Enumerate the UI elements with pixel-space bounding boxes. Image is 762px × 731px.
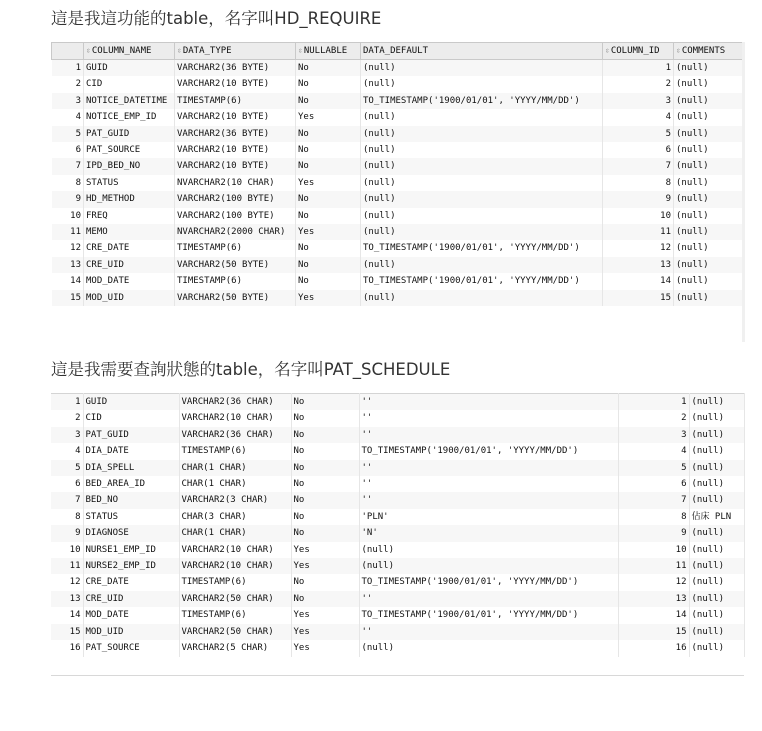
nullable-cell: Yes: [296, 175, 361, 191]
data-default-cell: 'PLN': [359, 509, 618, 525]
data-default-cell: (null): [359, 542, 618, 558]
column-name-cell: NURSE2_EMP_ID: [83, 558, 179, 574]
data-default-cell: 'N': [359, 525, 618, 541]
data-default-cell: (null): [361, 208, 603, 224]
data-type-cell: VARCHAR2(50 BYTE): [175, 290, 296, 306]
row-number-cell: 11: [51, 558, 83, 574]
nullable-cell: Yes: [296, 290, 361, 306]
column-id-cell: 2: [603, 76, 674, 92]
data-type-cell: VARCHAR2(50 CHAR): [179, 591, 291, 607]
nullable-cell: No: [296, 93, 361, 109]
row-number-cell: 3: [52, 93, 84, 109]
header-data-default[interactable]: DATA_DEFAULT: [361, 43, 603, 60]
table-row[interactable]: [51, 394, 744, 411]
column-id-cell: 2: [618, 410, 689, 426]
data-type-cell: VARCHAR2(100 BYTE): [175, 208, 296, 224]
column-name-cell: NURSE1_EMP_ID: [83, 542, 179, 558]
column-id-cell: 15: [603, 290, 674, 306]
nullable-cell: Yes: [291, 558, 359, 574]
row-number-cell: 15: [52, 290, 84, 306]
table-row[interactable]: [52, 191, 743, 207]
table-scrollbar[interactable]: [742, 42, 745, 342]
row-number-cell: 14: [52, 273, 84, 289]
nullable-cell: No: [296, 191, 361, 207]
column-id-cell: 9: [603, 191, 674, 207]
row-number-cell: 7: [52, 158, 84, 174]
data-default-cell: TO_TIMESTAMP('1900/01/01', 'YYYY/MM/DD'): [361, 93, 603, 109]
column-id-cell: 8: [618, 509, 689, 525]
header-row: [52, 43, 743, 60]
data-type-cell: CHAR(1 CHAR): [179, 476, 291, 492]
table-row[interactable]: [52, 290, 743, 306]
comments-cell: (null): [674, 273, 743, 289]
comments-cell: (null): [674, 240, 743, 256]
data-default-cell: '': [359, 476, 618, 492]
nullable-cell: No: [296, 142, 361, 158]
column-id-cell: 5: [618, 460, 689, 476]
data-default-cell: (null): [361, 224, 603, 240]
table-row[interactable]: [51, 492, 744, 508]
column-id-cell: 12: [603, 240, 674, 256]
data-type-cell: TIMESTAMP(6): [175, 93, 296, 109]
row-number-cell: 8: [52, 175, 84, 191]
table-row[interactable]: [52, 76, 743, 92]
nullable-cell: No: [291, 476, 359, 492]
comments-cell: (null): [689, 624, 744, 640]
row-number-cell: 1: [52, 60, 84, 77]
column-name-cell: CID: [84, 76, 175, 92]
column-id-cell: 14: [603, 273, 674, 289]
table-row[interactable]: [52, 158, 743, 174]
column-name-cell: PAT_SOURCE: [84, 142, 175, 158]
data-type-cell: VARCHAR2(10 BYTE): [175, 158, 296, 174]
row-number-cell: 13: [51, 591, 83, 607]
column-name-cell: MOD_UID: [83, 624, 179, 640]
comments-cell: (null): [689, 640, 744, 656]
comments-cell: (null): [674, 191, 743, 207]
column-name-cell: PAT_GUID: [84, 126, 175, 142]
data-type-cell: VARCHAR2(36 CHAR): [179, 427, 291, 443]
column-id-cell: 4: [618, 443, 689, 459]
nullable-cell: No: [296, 126, 361, 142]
nullable-cell: Yes: [291, 607, 359, 623]
column-name-cell: HD_METHOD: [84, 191, 175, 207]
column-id-cell: 8: [603, 175, 674, 191]
row-number-cell: 14: [51, 607, 83, 623]
comments-cell: (null): [689, 558, 744, 574]
data-default-cell: (null): [361, 109, 603, 125]
column-id-cell: 7: [603, 158, 674, 174]
sort-icon: ⇳: [676, 46, 681, 55]
column-id-cell: 3: [618, 427, 689, 443]
data-default-cell: '': [359, 624, 618, 640]
data-type-cell: TIMESTAMP(6): [179, 443, 291, 459]
nullable-cell: No: [296, 76, 361, 92]
row-number-cell: 8: [51, 509, 83, 525]
table-row[interactable]: [51, 509, 744, 525]
data-default-cell: '': [359, 427, 618, 443]
row-number-cell: 2: [51, 410, 83, 426]
column-name-cell: STATUS: [83, 509, 179, 525]
column-id-cell: 9: [618, 525, 689, 541]
data-default-cell: (null): [359, 640, 618, 656]
data-default-cell: '': [359, 591, 618, 607]
row-number-cell: 2: [52, 76, 84, 92]
column-id-cell: 14: [618, 607, 689, 623]
table-row[interactable]: [51, 574, 744, 590]
data-default-cell: TO_TIMESTAMP('1900/01/01', 'YYYY/MM/DD'): [359, 574, 618, 590]
data-default-cell: (null): [361, 60, 603, 77]
table-row[interactable]: [51, 427, 744, 443]
row-number-cell: 9: [52, 191, 84, 207]
comments-cell: (null): [689, 525, 744, 541]
table-row[interactable]: [52, 240, 743, 256]
column-name-cell: CRE_UID: [84, 257, 175, 273]
column-name-cell: MOD_DATE: [83, 607, 179, 623]
row-number-cell: 9: [51, 525, 83, 541]
row-number-cell: 1: [51, 394, 83, 411]
table-bottom-divider: [51, 675, 744, 676]
column-name-cell: GUID: [83, 394, 179, 411]
table-row[interactable]: [51, 476, 744, 492]
table-row[interactable]: [51, 443, 744, 459]
data-default-cell: (null): [359, 558, 618, 574]
data-default-cell: (null): [361, 191, 603, 207]
table-row[interactable]: [51, 624, 744, 640]
nullable-cell: No: [296, 208, 361, 224]
column-id-cell: 11: [603, 224, 674, 240]
table-row[interactable]: [51, 591, 744, 607]
column-id-cell: 4: [603, 109, 674, 125]
table-row[interactable]: [51, 558, 744, 574]
row-number-cell: 4: [52, 109, 84, 125]
data-type-cell: VARCHAR2(50 BYTE): [175, 257, 296, 273]
table-row[interactable]: [52, 273, 743, 289]
column-name-cell: CRE_DATE: [84, 240, 175, 256]
data-default-cell: '': [359, 394, 618, 411]
column-id-cell: 5: [603, 126, 674, 142]
data-type-cell: CHAR(1 CHAR): [179, 460, 291, 476]
column-id-cell: 12: [618, 574, 689, 590]
data-type-cell: VARCHAR2(100 BYTE): [175, 191, 296, 207]
header-comments[interactable]: ⇳COMMENTS: [674, 43, 743, 60]
data-type-cell: VARCHAR2(10 BYTE): [175, 142, 296, 158]
table-row[interactable]: [51, 640, 744, 656]
sort-icon: ⇳: [177, 46, 182, 55]
hd-require-columns-table: [51, 42, 743, 306]
row-number-cell: 11: [52, 224, 84, 240]
comments-cell: (null): [674, 290, 743, 306]
row-number-cell: 10: [52, 208, 84, 224]
table-row[interactable]: [52, 60, 743, 77]
table-row[interactable]: [51, 607, 744, 623]
row-number-cell: 5: [52, 126, 84, 142]
row-number-cell: 5: [51, 460, 83, 476]
column-id-cell: 1: [618, 394, 689, 411]
column-id-cell: 6: [618, 476, 689, 492]
comments-cell: (null): [674, 208, 743, 224]
comments-cell: (null): [689, 591, 744, 607]
table-row[interactable]: [52, 109, 743, 125]
data-type-cell: CHAR(1 CHAR): [179, 525, 291, 541]
data-default-cell: TO_TIMESTAMP('1900/01/01', 'YYYY/MM/DD'): [359, 443, 618, 459]
column-name-cell: CID: [83, 410, 179, 426]
heading-pat-schedule: 這是我需要查詢狀態的table，名字叫PAT_SCHEDULE: [51, 360, 451, 379]
column-name-cell: CRE_UID: [83, 591, 179, 607]
table-row[interactable]: [52, 208, 743, 224]
column-id-cell: 13: [603, 257, 674, 273]
sort-icon: ⇳: [86, 46, 91, 55]
column-name-cell: DIA_SPELL: [83, 460, 179, 476]
nullable-cell: Yes: [291, 542, 359, 558]
nullable-cell: No: [291, 394, 359, 411]
column-name-cell: DIAGNOSE: [83, 525, 179, 541]
column-name-cell: NOTICE_EMP_ID: [84, 109, 175, 125]
data-default-cell: TO_TIMESTAMP('1900/01/01', 'YYYY/MM/DD'): [361, 240, 603, 256]
column-name-cell: MOD_UID: [84, 290, 175, 306]
data-type-cell: NVARCHAR2(2000 CHAR): [175, 224, 296, 240]
data-type-cell: NVARCHAR2(10 CHAR): [175, 175, 296, 191]
column-id-cell: 13: [618, 591, 689, 607]
comments-cell: (null): [689, 460, 744, 476]
column-id-cell: 11: [618, 558, 689, 574]
comments-cell: (null): [674, 109, 743, 125]
data-type-cell: VARCHAR2(3 CHAR): [179, 492, 291, 508]
nullable-cell: No: [296, 60, 361, 77]
column-name-cell: CRE_DATE: [83, 574, 179, 590]
comments-cell: (null): [674, 142, 743, 158]
hd-require-rows: [52, 60, 743, 307]
comments-cell: (null): [674, 257, 743, 273]
header-column-id[interactable]: ⇳COLUMN_ID: [603, 43, 674, 60]
row-number-cell: 15: [51, 624, 83, 640]
row-number-cell: 4: [51, 443, 83, 459]
column-id-cell: 6: [603, 142, 674, 158]
data-type-cell: VARCHAR2(36 BYTE): [175, 60, 296, 77]
column-name-cell: IPD_BED_NO: [84, 158, 175, 174]
comments-cell: (null): [674, 60, 743, 77]
row-number-cell: 12: [51, 574, 83, 590]
data-type-cell: TIMESTAMP(6): [175, 240, 296, 256]
comments-cell: (null): [689, 443, 744, 459]
nullable-cell: No: [291, 591, 359, 607]
data-type-cell: VARCHAR2(10 BYTE): [175, 109, 296, 125]
comments-cell: (null): [674, 158, 743, 174]
data-default-cell: (null): [361, 158, 603, 174]
column-id-cell: 3: [603, 93, 674, 109]
comments-cell: (null): [689, 542, 744, 558]
column-id-cell: 15: [618, 624, 689, 640]
column-id-cell: 1: [603, 60, 674, 77]
comments-cell: (null): [674, 76, 743, 92]
nullable-cell: No: [291, 410, 359, 426]
row-number-cell: 12: [52, 240, 84, 256]
comments-cell: (null): [689, 476, 744, 492]
data-default-cell: (null): [361, 126, 603, 142]
data-default-cell: TO_TIMESTAMP('1900/01/01', 'YYYY/MM/DD'): [359, 607, 618, 623]
header-nullable[interactable]: ⇳NULLABLE: [296, 43, 361, 60]
data-default-cell: (null): [361, 290, 603, 306]
column-id-cell: 16: [618, 640, 689, 656]
data-type-cell: TIMESTAMP(6): [179, 574, 291, 590]
data-type-cell: TIMESTAMP(6): [179, 607, 291, 623]
nullable-cell: No: [291, 460, 359, 476]
column-name-cell: FREQ: [84, 208, 175, 224]
table-row[interactable]: [52, 142, 743, 158]
row-number-cell: 7: [51, 492, 83, 508]
column-name-cell: PAT_SOURCE: [83, 640, 179, 656]
column-name-cell: PAT_GUID: [83, 427, 179, 443]
header-column-name[interactable]: ⇳COLUMN_NAME: [84, 43, 175, 60]
comments-cell: (null): [689, 492, 744, 508]
nullable-cell: Yes: [291, 624, 359, 640]
nullable-cell: Yes: [296, 109, 361, 125]
column-id-cell: 7: [618, 492, 689, 508]
data-default-cell: TO_TIMESTAMP('1900/01/01', 'YYYY/MM/DD'): [361, 273, 603, 289]
comments-cell: (null): [674, 224, 743, 240]
pat-schedule-rows: [51, 394, 744, 657]
column-id-cell: 10: [618, 542, 689, 558]
table-row[interactable]: [51, 410, 744, 426]
data-type-cell: VARCHAR2(36 CHAR): [179, 394, 291, 411]
data-default-cell: (null): [361, 76, 603, 92]
data-type-cell: VARCHAR2(10 BYTE): [175, 76, 296, 92]
data-type-cell: VARCHAR2(5 CHAR): [179, 640, 291, 656]
column-name-cell: BED_AREA_ID: [83, 476, 179, 492]
nullable-cell: No: [296, 257, 361, 273]
comments-cell: (null): [674, 175, 743, 191]
comments-cell: (null): [674, 126, 743, 142]
sort-icon: ⇳: [605, 46, 610, 55]
nullable-cell: No: [291, 427, 359, 443]
table-row[interactable]: [52, 224, 743, 240]
table-row[interactable]: [51, 525, 744, 541]
data-default-cell: (null): [361, 175, 603, 191]
column-id-cell: 10: [603, 208, 674, 224]
data-default-cell: '': [359, 492, 618, 508]
table-row[interactable]: [52, 175, 743, 191]
data-type-cell: TIMESTAMP(6): [175, 273, 296, 289]
row-number-cell: 13: [52, 257, 84, 273]
data-type-cell: CHAR(3 CHAR): [179, 509, 291, 525]
row-number-cell: 16: [51, 640, 83, 656]
nullable-cell: Yes: [296, 224, 361, 240]
comments-cell: (null): [689, 607, 744, 623]
data-type-cell: VARCHAR2(10 CHAR): [179, 410, 291, 426]
data-type-cell: VARCHAR2(10 CHAR): [179, 558, 291, 574]
heading-hd-require: 這是我這功能的table，名字叫HD_REQUIRE: [51, 9, 382, 28]
table-row[interactable]: [52, 126, 743, 142]
comments-cell: (null): [689, 410, 744, 426]
row-number-cell: 6: [52, 142, 84, 158]
comments-cell: (null): [689, 394, 744, 411]
row-number-cell: 10: [51, 542, 83, 558]
nullable-cell: No: [291, 492, 359, 508]
comments-cell: (null): [689, 574, 744, 590]
nullable-cell: No: [291, 574, 359, 590]
data-default-cell: (null): [361, 142, 603, 158]
data-type-cell: VARCHAR2(10 CHAR): [179, 542, 291, 558]
nullable-cell: No: [291, 509, 359, 525]
comments-cell: (null): [674, 93, 743, 109]
column-name-cell: MOD_DATE: [84, 273, 175, 289]
table-row[interactable]: [52, 93, 743, 109]
data-type-cell: VARCHAR2(36 BYTE): [175, 126, 296, 142]
column-name-cell: STATUS: [84, 175, 175, 191]
column-name-cell: NOTICE_DATETIME: [84, 93, 175, 109]
nullable-cell: No: [296, 240, 361, 256]
data-default-cell: '': [359, 460, 618, 476]
column-name-cell: BED_NO: [83, 492, 179, 508]
table-row[interactable]: [52, 257, 743, 273]
table-row[interactable]: [51, 542, 744, 558]
nullable-cell: No: [291, 443, 359, 459]
data-type-cell: VARCHAR2(50 CHAR): [179, 624, 291, 640]
header-rownum: [52, 43, 84, 60]
nullable-cell: Yes: [291, 640, 359, 656]
table-row[interactable]: [51, 460, 744, 476]
comments-cell: (null): [689, 427, 744, 443]
pat-schedule-columns-table: [51, 393, 745, 657]
data-default-cell: (null): [361, 257, 603, 273]
data-default-cell: '': [359, 410, 618, 426]
row-number-cell: 6: [51, 476, 83, 492]
nullable-cell: No: [296, 158, 361, 174]
comments-cell: 佔床 PLN: [689, 509, 744, 525]
header-data-type[interactable]: ⇳DATA_TYPE: [175, 43, 296, 60]
sort-icon: ⇳: [298, 46, 303, 55]
column-name-cell: DIA_DATE: [83, 443, 179, 459]
nullable-cell: No: [296, 273, 361, 289]
nullable-cell: No: [291, 525, 359, 541]
column-name-cell: GUID: [84, 60, 175, 77]
column-name-cell: MEMO: [84, 224, 175, 240]
row-number-cell: 3: [51, 427, 83, 443]
